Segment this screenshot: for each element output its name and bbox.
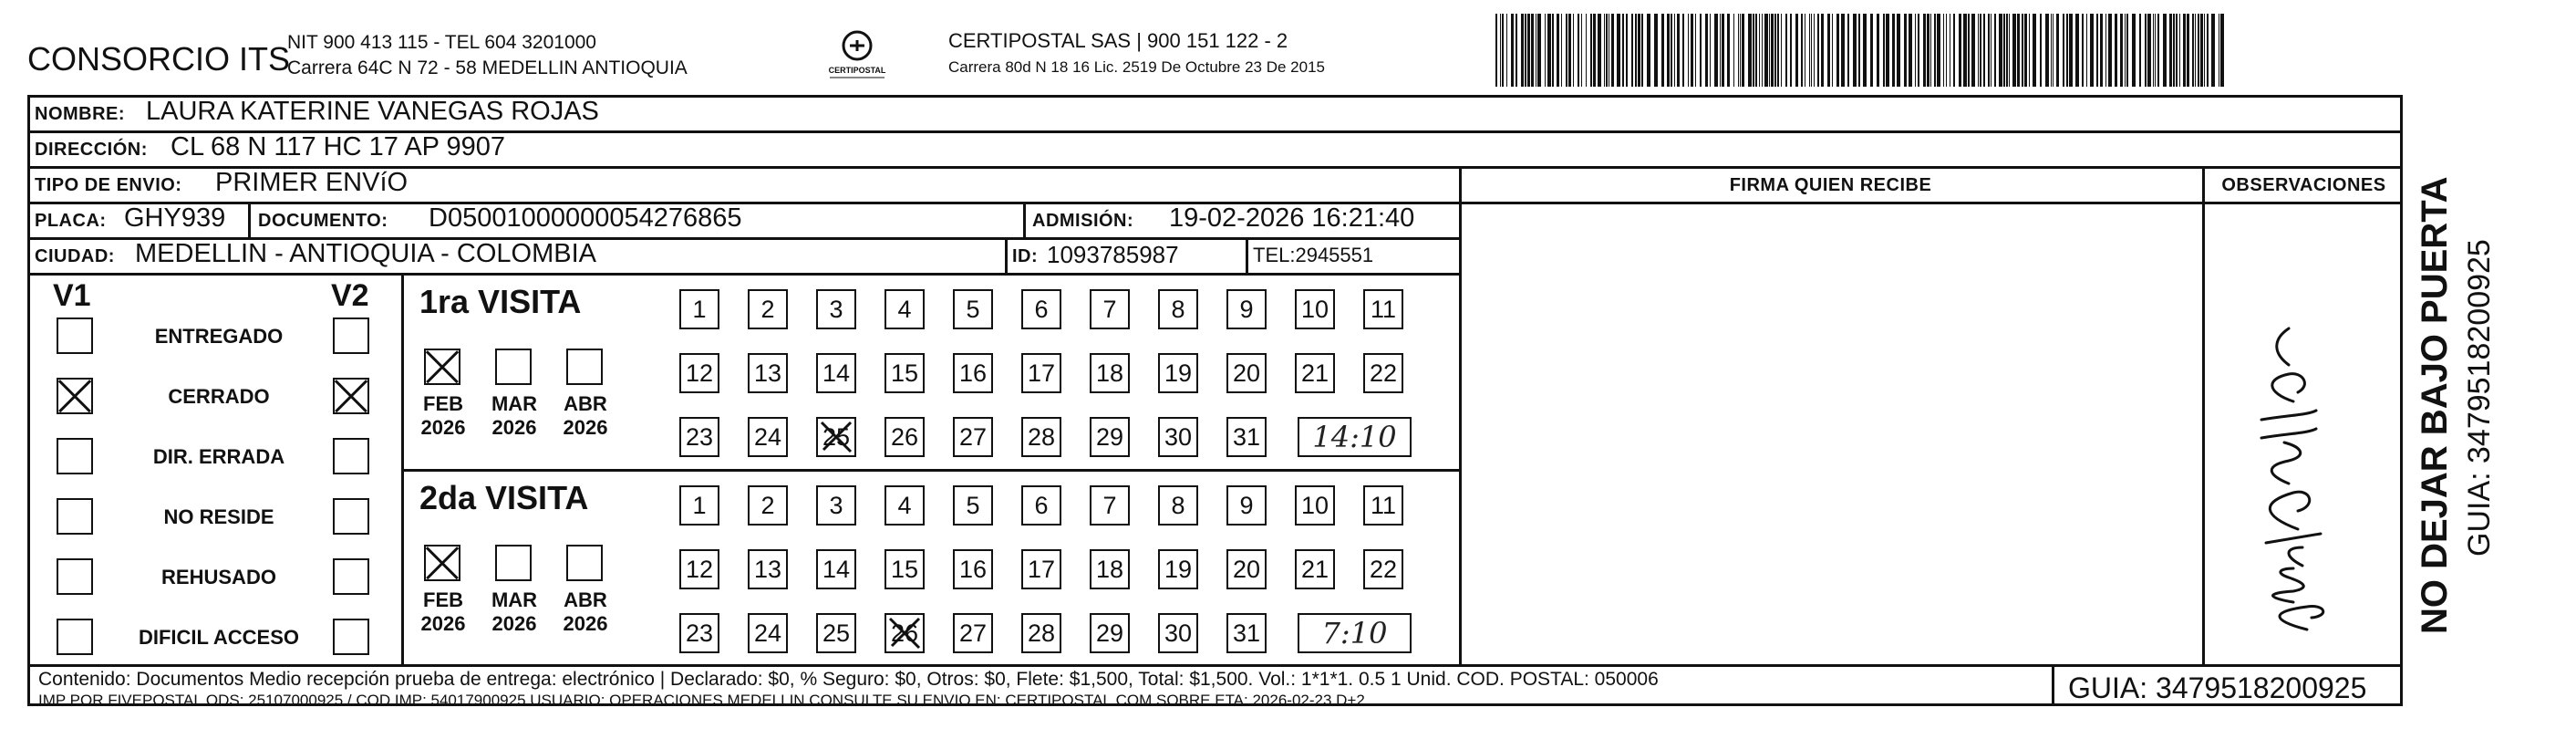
month-label: MAR 2026: [491, 392, 538, 439]
status-v1-checkbox[interactable]: [57, 619, 93, 655]
day-box[interactable]: 15: [885, 549, 925, 589]
month-label: ABR 2026: [563, 588, 608, 635]
city-value: MEDELLIN - ANTIOQUIA - COLOMBIA: [135, 239, 596, 268]
recipient-name: LAURA KATERINE VANEGAS ROJAS: [146, 97, 599, 126]
day-box[interactable]: 24: [748, 417, 788, 457]
day-box[interactable]: 14: [816, 353, 856, 393]
document-label: DOCUMENTO:: [258, 211, 388, 231]
day-box[interactable]: 16: [953, 549, 993, 589]
company-name: CONSORCIO ITS: [27, 40, 291, 78]
status-v2-checkbox[interactable]: [333, 378, 369, 414]
day-box[interactable]: 9: [1226, 289, 1267, 329]
day-box[interactable]: 1: [679, 485, 719, 526]
day-box[interactable]: 25: [816, 613, 856, 653]
document-value: D05001000000054276865: [429, 203, 742, 233]
status-v2-checkbox[interactable]: [333, 498, 369, 535]
month-label: FEB 2026: [420, 392, 466, 439]
day-box[interactable]: 2: [748, 485, 788, 526]
day-box[interactable]: 30: [1158, 613, 1198, 653]
day-box[interactable]: 12: [679, 353, 719, 393]
month-checkbox[interactable]: [566, 545, 603, 581]
city-label: CIUDAD:: [35, 246, 115, 266]
certipostal-logo: [825, 27, 889, 82]
day-box[interactable]: 14: [816, 549, 856, 589]
handwritten-time: 7:10: [1321, 616, 1388, 651]
side-guia: GUIA: 3479518200925: [2462, 239, 2497, 557]
day-box[interactable]: 17: [1021, 353, 1061, 393]
day-box[interactable]: 8: [1158, 289, 1198, 329]
day-box[interactable]: 6: [1021, 289, 1061, 329]
shipment-type: PRIMER ENVíO: [215, 168, 409, 197]
month-label: ABR 2026: [563, 392, 608, 439]
handwritten-time: 14:10: [1312, 420, 1397, 454]
day-box[interactable]: 11: [1363, 289, 1403, 329]
day-box[interactable]: 3: [816, 289, 856, 329]
recipient-address: CL 68 N 117 HC 17 AP 9907: [171, 132, 506, 161]
day-box[interactable]: 10: [1295, 289, 1335, 329]
status-v1-checkbox[interactable]: [57, 498, 93, 535]
company-address: Carrera 64C N 72 - 58 MEDELLIN ANTIOQUIA: [287, 57, 688, 78]
day-box[interactable]: 31: [1226, 417, 1267, 457]
day-box[interactable]: 11: [1363, 485, 1403, 526]
day-box[interactable]: 5: [953, 289, 993, 329]
partner-name: CERTIPOSTAL SAS | 900 151 122 - 2: [948, 29, 1288, 52]
day-box[interactable]: 19: [1158, 549, 1198, 589]
day-box[interactable]: 29: [1090, 613, 1130, 653]
day-box[interactable]: 25: [816, 417, 856, 457]
day-box[interactable]: 28: [1021, 613, 1061, 653]
status-label: DIFICIL ACCESO: [138, 626, 299, 649]
month-label: FEB 2026: [420, 588, 466, 635]
day-box[interactable]: 28: [1021, 417, 1061, 457]
month-checkbox[interactable]: [495, 349, 532, 385]
visit-title: 2da VISITA: [419, 479, 589, 516]
status-label: NO RESIDE: [163, 505, 274, 528]
id-label: ID:: [1012, 246, 1039, 266]
tel-value: 2945551: [1295, 244, 1374, 266]
status-v1-checkbox[interactable]: [57, 317, 93, 354]
day-box[interactable]: 31: [1226, 613, 1267, 653]
admission-value: 19-02-2026 16:21:40: [1169, 203, 1415, 233]
day-box[interactable]: 21: [1295, 549, 1335, 589]
day-box[interactable]: 26: [885, 417, 925, 457]
admission-label: ADMISIÓN:: [1032, 211, 1134, 231]
day-box[interactable]: 6: [1021, 485, 1061, 526]
svg-text:CERTIPOSTAL: CERTIPOSTAL: [828, 66, 886, 75]
day-box[interactable]: 8: [1158, 485, 1198, 526]
plate-label: PLACA:: [35, 211, 107, 231]
day-box[interactable]: 3: [816, 485, 856, 526]
status-v1-checkbox[interactable]: [57, 378, 93, 414]
day-box[interactable]: 22: [1363, 549, 1403, 589]
visit-title: 1ra VISITA: [419, 283, 582, 320]
company-nit-tel: NIT 900 413 115 - TEL 604 3201000: [287, 32, 596, 53]
signature-header: FIRMA QUIEN RECIBE: [1729, 175, 1932, 195]
tel-label: TEL:: [1253, 244, 1296, 266]
day-box[interactable]: 20: [1226, 549, 1267, 589]
day-box[interactable]: 17: [1021, 549, 1061, 589]
day-box[interactable]: 23: [679, 417, 719, 457]
day-box[interactable]: 30: [1158, 417, 1198, 457]
day-box[interactable]: 26: [885, 613, 925, 653]
time-box[interactable]: [1298, 613, 1412, 653]
day-box[interactable]: 24: [748, 613, 788, 653]
day-box[interactable]: 13: [748, 353, 788, 393]
address-label: DIRECCIÓN:: [35, 140, 148, 160]
day-box[interactable]: 1: [679, 289, 719, 329]
day-box[interactable]: 18: [1090, 353, 1130, 393]
day-box[interactable]: 2: [748, 289, 788, 329]
day-box[interactable]: 4: [885, 485, 925, 526]
day-box[interactable]: 12: [679, 549, 719, 589]
day-box[interactable]: 16: [953, 353, 993, 393]
footer-imp-info: IMP POR FIVEPOSTAL ODS: 25107000925 / COD.IMP: 54017900925 USUARIO: OPERACIONES MEDELLIN CONSULTE SU ENVIO EN: CERTIPOSTAL.COM SOBRE ETA: 2026-02-23 D+2: [38, 692, 1365, 709]
day-box[interactable]: 13: [748, 549, 788, 589]
handwritten-signature: [2216, 274, 2380, 657]
month-checkbox[interactable]: [424, 545, 460, 581]
partner-address: Carrera 80d N 18 16 Lic. 2519 De Octubre 23 De 2015: [948, 58, 1325, 76]
month-checkbox[interactable]: [566, 349, 603, 385]
day-box[interactable]: 15: [885, 353, 925, 393]
month-label: MAR 2026: [491, 588, 538, 635]
footer-guia: GUIA: 3479518200925: [2068, 671, 2367, 704]
status-v2-checkbox[interactable]: [333, 438, 369, 474]
day-box[interactable]: 7: [1090, 289, 1130, 329]
time-box[interactable]: [1298, 417, 1412, 457]
footer-content: Contenido: Documentos Medio recepción prueba de entrega: electrónico | Declarado: $0, % Seguro: $0, Otros: $0, Flete: $1,500, Total: $1,500. Vol.: 1*1*1. 0.5 1 Unid. COD. POSTAL: 050006: [38, 669, 1659, 690]
status-label: REHUSADO: [161, 566, 276, 588]
v2-label: V2: [331, 278, 369, 313]
observations-header: OBSERVACIONES: [2221, 175, 2386, 195]
status-v2-checkbox[interactable]: [333, 317, 369, 354]
side-notice: NO DEJAR BAJO PUERTA: [2415, 176, 2455, 634]
status-v1-checkbox[interactable]: [57, 438, 93, 474]
day-box[interactable]: 22: [1363, 353, 1403, 393]
day-box[interactable]: 10: [1295, 485, 1335, 526]
type-label: TIPO DE ENVIO:: [35, 175, 182, 195]
month-checkbox[interactable]: [424, 349, 460, 385]
day-box[interactable]: 7: [1090, 485, 1130, 526]
day-box[interactable]: 27: [953, 417, 993, 457]
id-value: 1093785987: [1047, 241, 1179, 268]
status-label: CERRADO: [168, 385, 270, 408]
status-label: DIR. ERRADA: [152, 445, 285, 468]
day-box[interactable]: 9: [1226, 485, 1267, 526]
name-label: NOMBRE:: [35, 104, 126, 124]
status-v2-checkbox[interactable]: [333, 558, 369, 595]
month-checkbox[interactable]: [495, 545, 532, 581]
v1-label: V1: [53, 278, 91, 313]
status-v2-checkbox[interactable]: [333, 619, 369, 655]
day-box[interactable]: 4: [885, 289, 925, 329]
plate-value: GHY939: [124, 203, 226, 233]
barcode: [1495, 14, 2229, 87]
status-label: ENTREGADO: [154, 325, 284, 348]
day-box[interactable]: 18: [1090, 549, 1130, 589]
day-box[interactable]: 29: [1090, 417, 1130, 457]
day-box[interactable]: 27: [953, 613, 993, 653]
day-box[interactable]: 19: [1158, 353, 1198, 393]
day-box[interactable]: 23: [679, 613, 719, 653]
day-box[interactable]: 21: [1295, 353, 1335, 393]
status-v1-checkbox[interactable]: [57, 558, 93, 595]
day-box[interactable]: 20: [1226, 353, 1267, 393]
day-box[interactable]: 5: [953, 485, 993, 526]
